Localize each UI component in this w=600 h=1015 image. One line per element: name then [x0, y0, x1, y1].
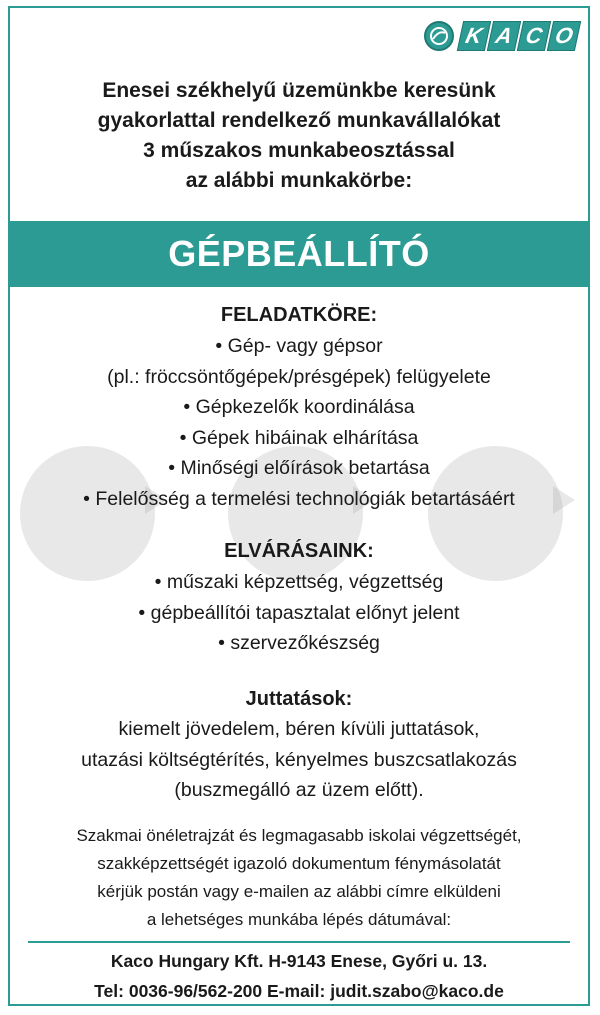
kaco-logo	[424, 20, 578, 52]
duty-item: • Felelősség a termelési technológiák betartásáért	[10, 484, 588, 515]
benefit-line: utazási költségtérítés, kényelmes buszcsatlakozás	[81, 748, 517, 771]
duties-list	[10, 331, 588, 514]
duty-item: • Minőségi előírások betartása	[10, 453, 588, 484]
duty-item: • Gépek hibáinak elhárítása	[10, 423, 588, 454]
intro-text	[10, 76, 588, 196]
application-line: szakképzettségét igazoló dokumentum fénymásolatát	[97, 854, 501, 873]
contact-block	[10, 946, 588, 1006]
divider	[28, 941, 570, 943]
application-text	[10, 822, 588, 934]
requirement-item: • gépbeállítói tapasztalat előnyt jelent	[10, 598, 588, 629]
requirements-heading: ELVÁRÁSAINK:	[224, 540, 374, 562]
intro-line: Enesei székhelyű üzemünkbe keresünk	[102, 79, 496, 102]
requirement-item: • műszaki képzettség, végzettség	[10, 567, 588, 598]
intro-line: az alábbi munkakörbe:	[185, 169, 413, 192]
benefit-line: (buszmegálló az üzem előtt).	[174, 779, 424, 801]
requirements-list	[10, 567, 588, 659]
benefit-line: kiemelt jövedelem, béren kívüli juttatások,	[118, 718, 480, 740]
intro-line: 3 műszakos munkabeosztással	[143, 139, 455, 162]
job-ad-frame	[8, 6, 590, 1006]
contact-address: Kaco Hungary Kft. H-9143 Enese, Győri u. 13.	[110, 951, 488, 971]
duty-item: • Gép- vagy gépsor	[10, 331, 588, 362]
duty-item: (pl.: fröccsöntőgépek/présgépek) felügyelete	[107, 365, 491, 388]
application-line: kérjük postán vagy e-mailen az alábbi címre elküldeni	[97, 882, 501, 901]
requirement-item: • szervezőkészség	[10, 628, 588, 659]
application-line: a lehetséges munkába lépés dátumával:	[146, 910, 452, 929]
logo-letter: A	[487, 21, 521, 51]
logo-letter: C	[517, 21, 551, 51]
benefits-text	[10, 714, 588, 806]
duty-item: • Gépkezelők koordinálása	[10, 392, 588, 423]
application-line: Szakmai önéletrajzát és legmagasabb iskolai végzettségét,	[76, 826, 522, 845]
duties-heading: FELADATKÖRE:	[220, 304, 378, 326]
logo-letter: O	[547, 21, 581, 51]
intro-line: gyakorlattal rendelkező munkavállalókat	[97, 109, 501, 132]
kaco-emblem-icon	[424, 21, 454, 51]
position-title: GÉPBEÁLLÍTÓ	[10, 221, 588, 287]
benefits-heading: Juttatások:	[245, 688, 353, 710]
logo-letter: K	[457, 21, 491, 51]
contact-phone-email: Tel: 0036-96/562-200 E-mail: judit.szabo@kaco.de	[94, 981, 504, 1001]
